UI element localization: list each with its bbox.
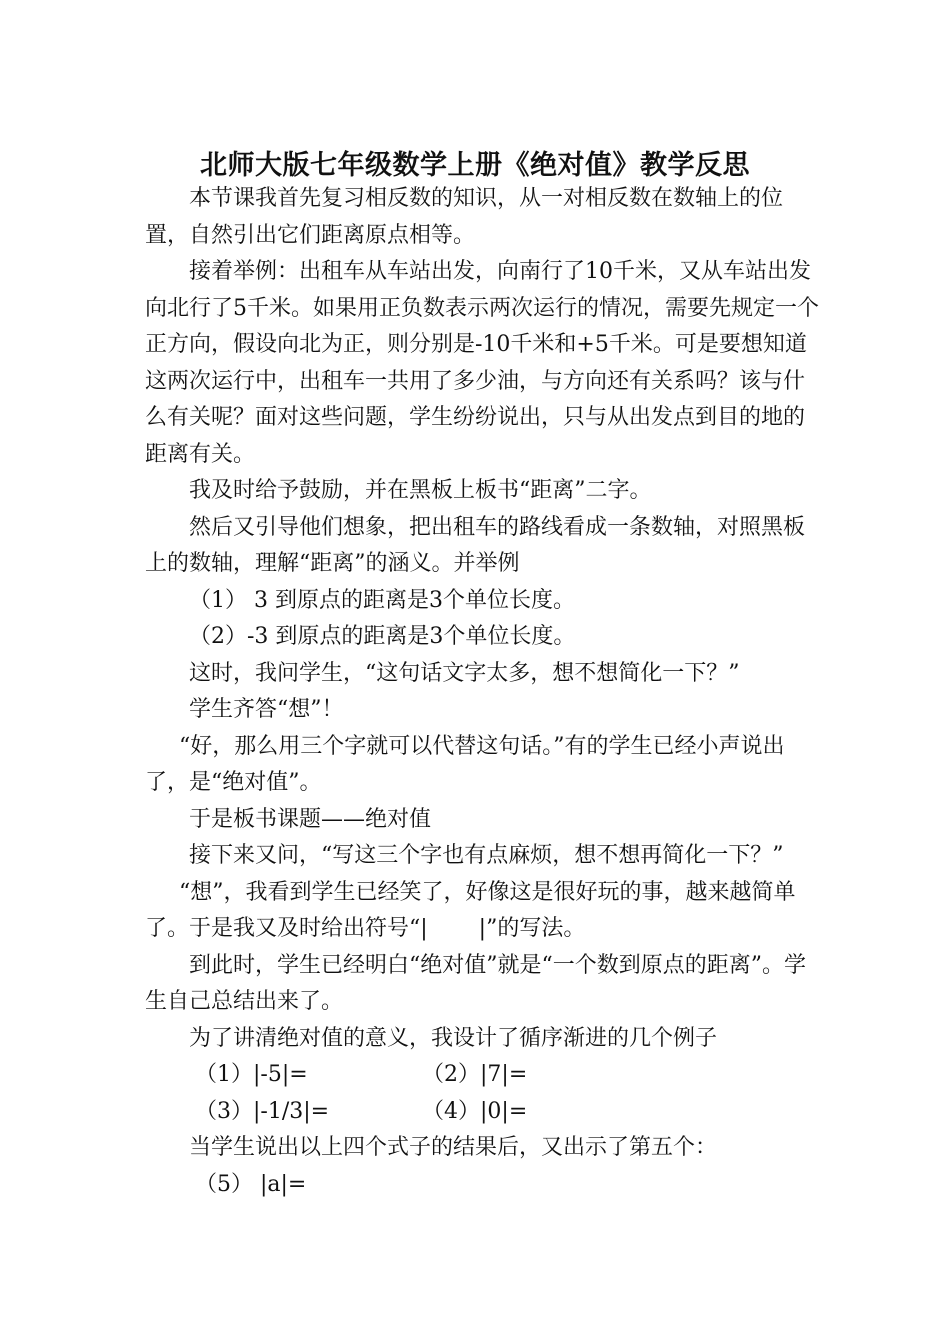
- example-1: （1） 3 到原点的距离是3个单位长度。: [189, 587, 575, 613]
- question-5: （5） |a|=: [195, 1171, 307, 1197]
- paragraph-8: 于是板书课题——绝对值: [189, 806, 432, 832]
- question-row-3: [145, 1167, 820, 1204]
- paragraph-4: 然后又引导他们想象，把出租车的路线看成一条数轴，对照黑板上的数轴，理解“距离”的涵义。并举例: [145, 514, 806, 576]
- question-row-1: [145, 1057, 820, 1094]
- question-2: （2）|7|=: [422, 1062, 528, 1087]
- paragraph-6: 学生齐答“想”！: [189, 697, 344, 722]
- question-row-2: [145, 1094, 820, 1131]
- paragraph-13: 当学生说出以上四个式子的结果后，又出示了第五个：: [189, 1135, 718, 1160]
- question-3: （3）|-1/3|=: [195, 1098, 330, 1124]
- paragraph-2: 接着举例：出租车从车站出发，向南行了10千米，又从车站出发向北行了5千米。如果用正负数表示两次运行的情况，需要先规定一个正方向，假设向北为正，则分别是-10千米和+5千米。可是要想知道这两次运行中，出租车一共用了多少油，与方向还有关系吗？该与什么有关呢？面对这些问题，学生纷纷说出，只与从出发点到目的地的距离有关。: [145, 259, 819, 467]
- paragraph-1: 本节课我首先复习相反数的知识，从一对相反数在数轴上的位置，自然引出它们距离原点相等。: [145, 186, 784, 248]
- question-1: （1）|-5|=: [195, 1062, 308, 1087]
- document-body: [145, 181, 820, 1203]
- paragraph-3: 我及时给予鼓励，并在黑板上板书“距离”二字。: [189, 478, 652, 503]
- document-title: 北师大版七年级数学上册《绝对值》教学反思: [200, 150, 750, 182]
- paragraph-7: “好，那么用三个字就可以代替这句话。”有的学生已经小声说出了，是“绝对值”。: [145, 733, 785, 795]
- paragraph-5: 这时，我问学生，“这句话文字太多，想不想简化一下？”: [189, 660, 740, 686]
- paragraph-9: 接下来又问，“写这三个字也有点麻烦，想不想再简化一下？”: [189, 843, 784, 868]
- example-2: （2）-3 到原点的距离是3个单位长度。: [189, 624, 576, 649]
- paragraph-11: 到此时，学生已经明白“绝对值”就是“一个数到原点的距离”。学生自己总结出来了。: [145, 952, 806, 1014]
- question-4: （4）|0|=: [422, 1098, 528, 1124]
- paragraph-10: “想”，我看到学生已经笑了，好像这是很好玩的事，越来越简单了。于是我又及时给出符号“| |”的写法。: [145, 879, 796, 941]
- paragraph-12: 为了讲清绝对值的意义，我设计了循序渐进的几个例子: [189, 1025, 718, 1051]
